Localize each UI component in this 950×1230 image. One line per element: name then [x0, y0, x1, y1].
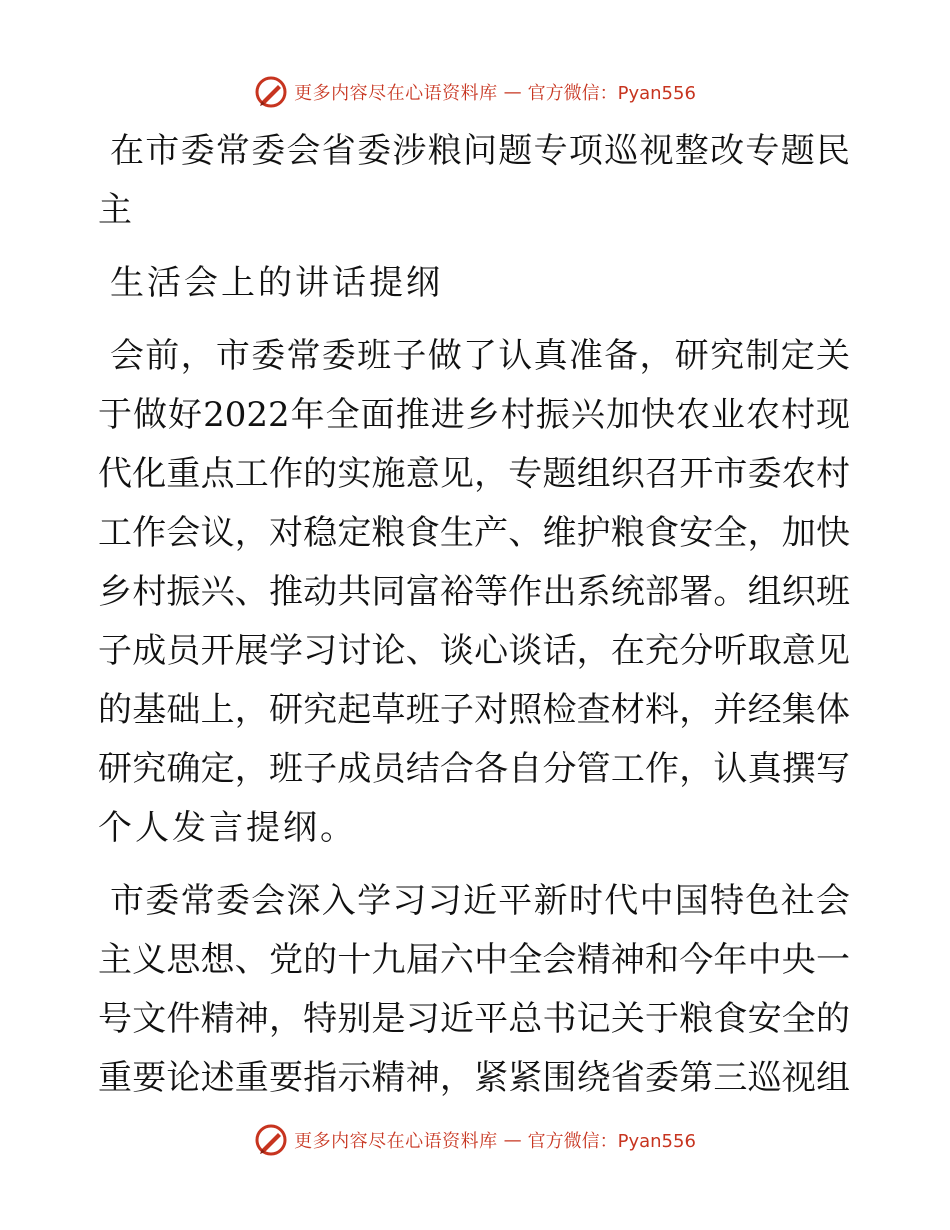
footer-watermark-banner	[0, 1120, 950, 1160]
banner-separator: —	[503, 1129, 522, 1151]
paragraph-1-line: 会前，市委常委班子做了认真准备，研究制定关	[110, 336, 850, 376]
paragraph-2-line: 号文件精神，特别是习近平总书记关于粮食安全的	[98, 999, 850, 1039]
paragraph-1-line: 的基础上，研究起草班子对照检查材料，并经集体	[98, 690, 850, 730]
paragraph-2-line: 主义思想、党的十九届六中全会精神和今年中央一	[98, 940, 850, 980]
paragraph-2-line: 市委常委会深入学习习近平新时代中国特色社会	[110, 881, 850, 921]
paragraph-1-line: 乡村振兴、推动共同富裕等作出系统部署。组织班	[98, 572, 850, 612]
banner-wechat-text: 官方微信：Pyan556	[527, 1131, 696, 1152]
pen-logo-icon	[254, 75, 288, 109]
paragraph-1-line: 子成员开展学习讨论、谈心谈话，在充分听取意见	[98, 631, 850, 671]
paragraph-1-line: 于做好2022年全面推进乡村振兴加快农业农村现	[98, 395, 850, 435]
banner-promo-text: 更多内容尽在心语资料库	[294, 83, 498, 104]
banner-separator: —	[503, 81, 522, 103]
subtitle: 生活会上的讲话提纲	[110, 263, 443, 303]
banner-wechat-text: 官方微信：Pyan556	[527, 83, 696, 104]
paragraph-1-line: 代化重点工作的实施意见，专题组织召开市委农村	[98, 454, 850, 494]
paragraph-2-line: 重要论述重要指示精神，紧紧围绕省委第三巡视组	[98, 1058, 850, 1098]
paragraph-1-line: 工作会议，对稳定粮食生产、维护粮食安全，加快	[98, 513, 850, 553]
title-line-1: 在市委常委会省委涉粮问题专项巡视整改专题民	[110, 131, 850, 171]
banner-promo-text: 更多内容尽在心语资料库	[294, 1131, 498, 1152]
paragraph-1-line: 研究确定，班子成员结合各自分管工作，认真撰写	[98, 749, 850, 789]
pen-logo-icon	[254, 1123, 288, 1157]
paragraph-1-line: 个人发言提纲。	[98, 808, 357, 848]
title-line-2: 主	[98, 190, 135, 230]
header-watermark-banner	[0, 72, 950, 112]
document-body	[98, 122, 850, 1108]
